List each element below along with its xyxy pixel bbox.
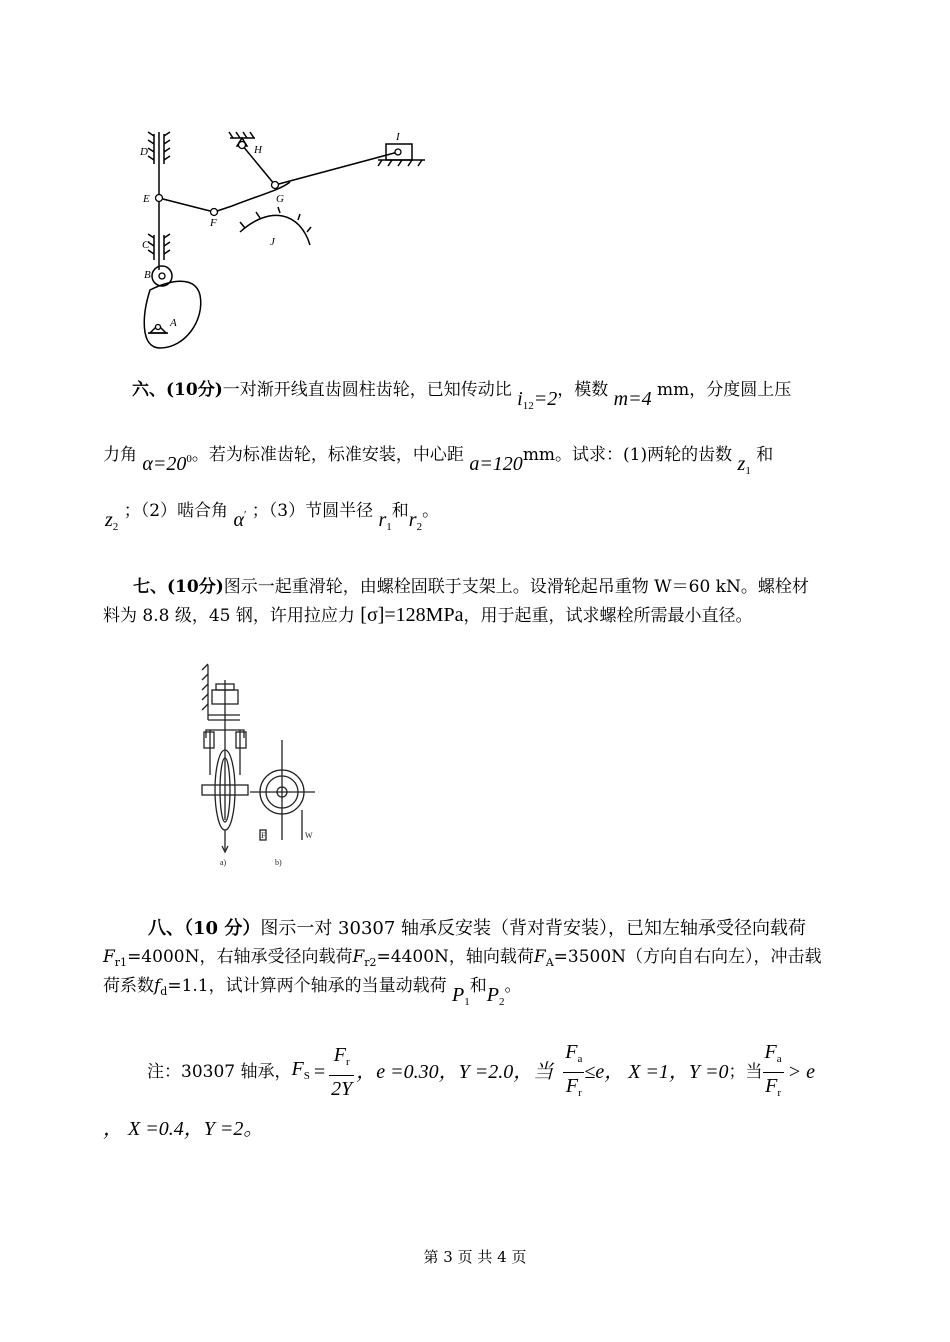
q8-heading: 八、（10 分） bbox=[148, 918, 261, 939]
fig-w-label: W bbox=[305, 831, 313, 840]
label-f: F bbox=[210, 217, 217, 229]
fig-a-label: a) bbox=[220, 858, 227, 867]
q8-line3: 荷系数$f_d=1.1$，试计算两个轴承的当量动载荷 $P_1$和$P_2$。 bbox=[103, 976, 522, 1008]
label-i: I bbox=[396, 131, 400, 143]
q6-line3: $z_2$ ；（2）啮合角 α′ ；（3）节圆半径 $r_1$和$r_2$。 bbox=[105, 501, 440, 533]
label-d: D bbox=[140, 146, 148, 158]
q7-heading: 七、(10分) bbox=[133, 577, 224, 597]
mechanism-figure bbox=[130, 120, 460, 360]
pulley-figure bbox=[190, 660, 320, 870]
q8-line2: $F_{r1}=4000N$，右轴承受径向载荷$F_{r2}=4400N$，轴向载荷$F_A=3500N$（方向自右向左），冲击载 bbox=[103, 947, 822, 969]
q6-heading: 六、(10分) bbox=[132, 380, 223, 400]
q6-line1: 六、(10分)一对渐开线直齿圆柱齿轮，已知传动比 $i_{12}=2$，模数 m=4 mm，分度圆上压 bbox=[132, 380, 792, 412]
q6-line2: 力角 $\alpha=20^0$。若为标准齿轮，标准安装，中心距 a=120mm。试求：(1)两轮的齿数 $z_1$ 和 bbox=[103, 445, 774, 477]
label-b: B bbox=[144, 269, 151, 281]
label-h: H bbox=[254, 144, 262, 156]
label-e: E bbox=[143, 193, 150, 205]
label-g: G bbox=[276, 193, 284, 205]
fig-f-label: F bbox=[261, 831, 266, 840]
page-footer: 第 3 页 共 4 页 bbox=[423, 1248, 527, 1266]
q8-note-cont: ， X =0.4，Y =2。 bbox=[103, 1118, 264, 1140]
q7-line1: 七、(10分)图示一起重滑轮，由螺栓固联于支架上。设滑轮起吊重物 W＝60 kN。螺栓材 bbox=[133, 577, 809, 597]
label-c: C bbox=[142, 239, 150, 251]
q8-note: 注：30307 轴承， $F_S$ = $\frac{F_r}{2Y}$ ，e =0.30，Y =2.0，当 $\frac{F_a}{F_r}$ ≤e， X =1，Y =0 ；当 $\frac{F_a}{F_r}$ > e bbox=[147, 1040, 816, 1100]
q8-line1: 八、（10 分）图示一对 30307 轴承反安装（背对背安装），已知左轴承受径向载荷 bbox=[148, 918, 807, 939]
label-a: A bbox=[170, 317, 177, 329]
label-j: J bbox=[270, 236, 275, 248]
q7-line2: 料为 8.8 级，45 钢，许用拉应力 [σ]=128MPa，用于起重，试求螺栓所需最小直径。 bbox=[103, 604, 753, 626]
fig-b-label: b) bbox=[275, 858, 282, 867]
